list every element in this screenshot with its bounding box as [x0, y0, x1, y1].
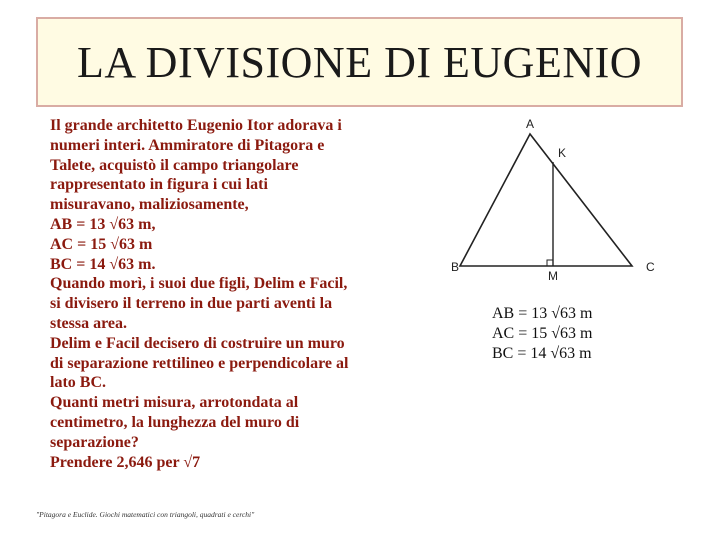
problem-line: AC = 15 √63 m [50, 235, 153, 253]
problem-line: si divisero il terreno in due parti aventi la [50, 295, 333, 313]
vertex-label-k: K [558, 146, 567, 160]
problem-line: stessa area. [50, 314, 128, 332]
vertex-label-c: C [646, 260, 655, 274]
side-lengths [492, 304, 592, 364]
problem-line: rappresentato in figura i cui lati [50, 176, 268, 194]
page-title: LA DIVISIONE DI EUGENIO [76, 37, 643, 87]
triangle-figure [442, 112, 672, 287]
problem-line: Il grande architetto Eugenio Itor adorava i [50, 117, 342, 134]
problem-line: Talete, acquistò il campo triangolare [50, 156, 299, 174]
vertex-label-b: B [451, 260, 460, 274]
problem-line: numeri interi. Ammiratore di Pitagora e [50, 136, 325, 154]
right-angle-mark [547, 260, 553, 266]
problem-line: Delim e Facil decisero di costruire un muro [50, 334, 345, 352]
side-length-bc: BC = 14 √63 m [492, 345, 592, 362]
problem-line: separazione? [50, 433, 139, 451]
problem-line: Prendere 2,646 per √7 [50, 453, 201, 471]
problem-line: AB = 13 √63 m, [50, 215, 156, 233]
problem-line: di separazione rettilineo e perpendicolare al [50, 354, 349, 372]
triangle-abc [460, 134, 632, 266]
source-note: "Pitagora e Euclide. Giochi matematici con triangoli, quadrati e cerchi" [36, 510, 255, 519]
vertex-label-a: A [526, 117, 535, 131]
problem-line: BC = 14 √63 m. [50, 255, 156, 273]
problem-line: Quando morì, i suoi due figli, Delim e Facil, [50, 275, 348, 293]
vertex-label-m: M [548, 269, 558, 283]
title-banner [36, 17, 683, 107]
problem-line: misuravano, maliziosamente, [50, 196, 249, 214]
problem-text [50, 116, 400, 472]
problem-line: centimetro, la lunghezza del muro di [50, 413, 300, 431]
problem-line: Quanti metri misura, arrotondata al [50, 394, 299, 412]
problem-line: lato BC. [50, 374, 106, 392]
side-length-ac: AC = 15 √63 m [492, 325, 593, 342]
side-length-ab: AB = 13 √63 m [492, 305, 593, 322]
triangle-diagram [442, 112, 672, 287]
